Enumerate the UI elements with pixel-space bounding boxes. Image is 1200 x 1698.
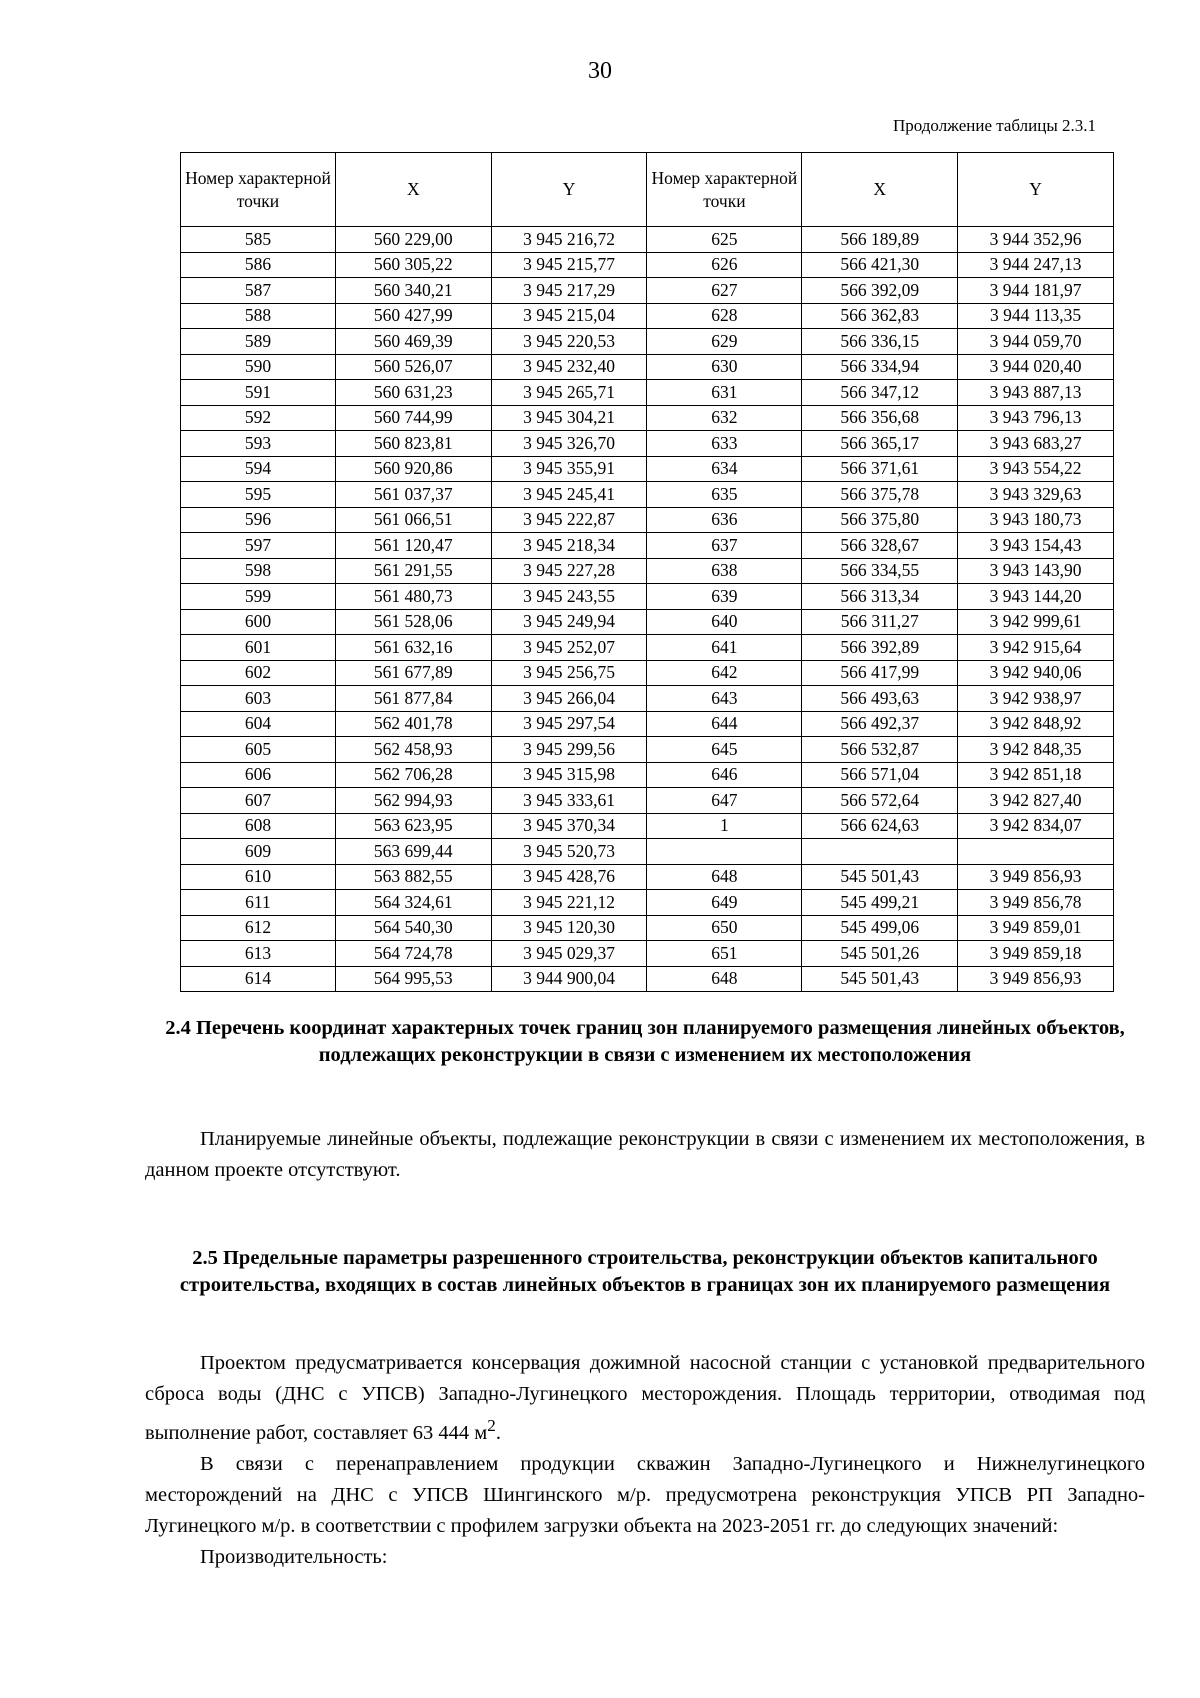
table-cell: 612 [181,915,336,941]
table-cell: 566 624,63 [802,813,958,839]
table-cell: 560 427,99 [335,303,491,329]
table-cell: 651 [647,941,802,967]
table-cell: 639 [647,584,802,610]
table-cell: 566 571,04 [802,762,958,788]
section-2-5-body [145,1348,1145,1573]
table-cell: 3 942 834,07 [958,813,1114,839]
table-cell: 585 [181,227,336,253]
table-cell: 561 528,06 [335,609,491,635]
table-cell: 3 942 851,18 [958,762,1114,788]
table-cell: 593 [181,431,336,457]
table-row [181,507,1114,533]
table-cell: 3 945 220,53 [491,329,647,355]
table-cell: 3 944 020,40 [958,354,1114,380]
table-cell: 3 945 215,04 [491,303,647,329]
table-cell: 636 [647,507,802,533]
table-cell: 3 944 352,96 [958,227,1114,253]
table-cell: 3 943 329,63 [958,482,1114,508]
table-cell: 606 [181,762,336,788]
table-cell: 560 305,22 [335,252,491,278]
table-cell: 3 945 520,73 [491,839,647,865]
table-cell: 594 [181,456,336,482]
table-cell: 566 189,89 [802,227,958,253]
table-row [181,788,1114,814]
table-cell: 566 375,80 [802,507,958,533]
table-cell: 3 943 143,90 [958,558,1114,584]
table-cell: 560 744,99 [335,405,491,431]
table-cell: 3 945 266,04 [491,686,647,712]
table-cell: 3 943 154,43 [958,533,1114,559]
table-cell: 3 945 326,70 [491,431,647,457]
table-cell: 3 944 181,97 [958,278,1114,304]
table-cell: 3 943 144,20 [958,584,1114,610]
table-cell: 562 401,78 [335,711,491,737]
table-cell: 560 469,39 [335,329,491,355]
table-cell: 599 [181,584,336,610]
table-cell: 3 949 856,93 [958,864,1114,890]
section-2-4-heading: 2.4 Перечень координат характерных точек границ зон планируемого размещения линейных объектов, подлежащих реконструкции в связи с изменением их местоположения [165,1017,1125,1066]
table-cell: 3 942 827,40 [958,788,1114,814]
table-cell: 600 [181,609,336,635]
table-cell: 566 347,12 [802,380,958,406]
table-cell: 649 [647,890,802,916]
header-y: Y [491,153,647,227]
table-cell: 630 [647,354,802,380]
table-cell: 586 [181,252,336,278]
table-row [181,839,1114,865]
table-cell: 3 943 796,13 [958,405,1114,431]
table-cell: 607 [181,788,336,814]
table-cell: 637 [647,533,802,559]
table-cell: 611 [181,890,336,916]
table-row [181,966,1114,992]
header-point-number: Номер характерной точки [647,153,802,227]
table-body [181,227,1114,992]
table-cell: 3 945 304,21 [491,405,647,431]
table-cell: 596 [181,507,336,533]
table-cell: 563 623,95 [335,813,491,839]
table-cell: 566 392,09 [802,278,958,304]
table-cell [802,839,958,865]
table-cell: 563 882,55 [335,864,491,890]
table-cell: 560 229,00 [335,227,491,253]
table-cell: 561 480,73 [335,584,491,610]
table-row [181,711,1114,737]
table-caption: Продолжение таблицы 2.3.1 [892,116,1096,135]
table-row [181,431,1114,457]
table-row [181,329,1114,355]
table-cell: 561 877,84 [335,686,491,712]
table-cell: 563 699,44 [335,839,491,865]
table-cell: 608 [181,813,336,839]
table-cell: 560 920,86 [335,456,491,482]
table-cell: 3 949 859,18 [958,941,1114,967]
table-cell: 590 [181,354,336,380]
table-cell: 566 375,78 [802,482,958,508]
table-cell: 3 945 243,55 [491,584,647,610]
table-cell: 566 334,55 [802,558,958,584]
header-x: X [802,153,958,227]
table-cell: 566 532,87 [802,737,958,763]
table-cell: 3 945 315,98 [491,762,647,788]
section-2-4-paragraph: Планируемые линейные объекты, подлежащие реконструкции в связи с изменением их местоположения, в данном проекте отсутствуют. [145,1128,1145,1181]
table-row [181,354,1114,380]
table-cell: 587 [181,278,336,304]
table-cell: 602 [181,660,336,686]
table-cell: 566 365,17 [802,431,958,457]
table-cell: 560 340,21 [335,278,491,304]
paragraph-end: . [495,1421,501,1444]
table-cell: 640 [647,609,802,635]
table-cell: 3 945 333,61 [491,788,647,814]
table-cell: 3 945 217,29 [491,278,647,304]
table-cell: 645 [647,737,802,763]
table-cell: 561 066,51 [335,507,491,533]
table-row [181,762,1114,788]
table-cell: 635 [647,482,802,508]
table-row [181,558,1114,584]
table-cell: 560 631,23 [335,380,491,406]
table-cell: 3 945 256,75 [491,660,647,686]
table-cell: 566 311,27 [802,609,958,635]
table-cell: 3 943 887,13 [958,380,1114,406]
table-cell: 566 572,64 [802,788,958,814]
table-cell: 3 944 113,35 [958,303,1114,329]
table-row [181,864,1114,890]
table-cell: 588 [181,303,336,329]
table-cell: 560 526,07 [335,354,491,380]
table-cell: 564 995,53 [335,966,491,992]
table-cell: 3 944 247,13 [958,252,1114,278]
section-2-5-paragraph-2: В связи с перенаправлением продукции скважин Западно-Лугинецкого и Нижнелугинецкого месторождений на ДНС с УПСВ Шингинского м/р. предусмотрена реконструкция УПСВ РП Западно-Лугинецкого м/р. в соответствии с профилем загрузки объекта на 2023-2051 гг. до следующих значений: [145,1452,1145,1537]
header-y: Y [958,153,1114,227]
table-cell: 3 945 299,56 [491,737,647,763]
table-cell: 3 942 999,61 [958,609,1114,635]
table-cell: 3 942 848,35 [958,737,1114,763]
table-cell: 604 [181,711,336,737]
table-row [181,405,1114,431]
table-cell: 561 037,37 [335,482,491,508]
table-cell: 562 706,28 [335,762,491,788]
table-row [181,915,1114,941]
table-cell: 644 [647,711,802,737]
table-cell: 3 942 940,06 [958,660,1114,686]
table-cell: 3 945 215,77 [491,252,647,278]
table-cell: 1 [647,813,802,839]
table-cell: 561 291,55 [335,558,491,584]
table-cell: 3 945 252,07 [491,635,647,661]
table-cell: 628 [647,303,802,329]
table-row [181,482,1114,508]
table-cell: 650 [647,915,802,941]
table-cell: 3 945 221,12 [491,890,647,916]
table-cell: 545 499,21 [802,890,958,916]
table-row [181,278,1114,304]
section-2-5-paragraph-3: Производительность: [200,1545,388,1568]
table-cell: 3 942 915,64 [958,635,1114,661]
table-cell: 3 943 554,22 [958,456,1114,482]
table-cell: 566 492,37 [802,711,958,737]
table-cell: 643 [647,686,802,712]
table-cell: 3 945 370,34 [491,813,647,839]
table-cell: 566 328,67 [802,533,958,559]
table-cell: 605 [181,737,336,763]
table-cell: 3 949 856,93 [958,966,1114,992]
table-cell: 3 945 227,28 [491,558,647,584]
table-cell: 613 [181,941,336,967]
table-cell: 545 501,43 [802,966,958,992]
table-cell: 3 945 249,94 [491,609,647,635]
table-cell: 642 [647,660,802,686]
table-cell: 3 944 900,04 [491,966,647,992]
table-cell: 632 [647,405,802,431]
table-cell: 3 943 683,27 [958,431,1114,457]
table-cell: 631 [647,380,802,406]
table-cell: 629 [647,329,802,355]
table-cell: 626 [647,252,802,278]
page-number: 30 [588,58,612,84]
table-cell [647,839,802,865]
table-cell: 566 336,15 [802,329,958,355]
table-cell: 566 371,61 [802,456,958,482]
section-2-5-heading: 2.5 Предельные параметры разрешенного строительства, реконструкции объектов капитального строительства, входящих в состав линейных объектов в границах зон их планируемого размещения [179,1247,1111,1296]
table-cell: 3 945 029,37 [491,941,647,967]
table-cell: 634 [647,456,802,482]
table-row [181,303,1114,329]
table-cell: 566 356,68 [802,405,958,431]
table-cell: 545 499,06 [802,915,958,941]
table-cell: 614 [181,966,336,992]
table-cell: 598 [181,558,336,584]
table-cell: 562 994,93 [335,788,491,814]
table-cell [958,839,1114,865]
table-row [181,227,1114,253]
table-row [181,380,1114,406]
table-cell: 627 [647,278,802,304]
table-cell: 566 417,99 [802,660,958,686]
table-cell: 564 724,78 [335,941,491,967]
table-cell: 561 632,16 [335,635,491,661]
table-cell: 648 [647,966,802,992]
header-x: X [335,153,491,227]
table-row [181,609,1114,635]
table-cell: 648 [647,864,802,890]
table-cell: 566 334,94 [802,354,958,380]
table-cell: 601 [181,635,336,661]
table-cell: 603 [181,686,336,712]
table-cell: 566 362,83 [802,303,958,329]
table-cell: 3 942 938,97 [958,686,1114,712]
table-cell: 566 421,30 [802,252,958,278]
table-cell: 3 944 059,70 [958,329,1114,355]
table-cell: 597 [181,533,336,559]
table-cell: 646 [647,762,802,788]
table-cell: 591 [181,380,336,406]
table-cell: 3 949 856,78 [958,890,1114,916]
table-row [181,890,1114,916]
table-row [181,941,1114,967]
section-2-5-paragraph-1 [145,1348,1145,1449]
table-row [181,686,1114,712]
table-cell: 545 501,26 [802,941,958,967]
table-cell: 3 945 120,30 [491,915,647,941]
table-cell: 3 945 428,76 [491,864,647,890]
table-cell: 641 [647,635,802,661]
table-cell: 592 [181,405,336,431]
table-cell: 3 945 232,40 [491,354,647,380]
coordinates-table [180,152,1114,992]
table-cell: 3 945 222,87 [491,507,647,533]
table-row [181,635,1114,661]
table-cell: 595 [181,482,336,508]
table-cell: 3 945 355,91 [491,456,647,482]
table-row [181,252,1114,278]
table-cell: 3 945 265,71 [491,380,647,406]
table-cell: 564 540,30 [335,915,491,941]
table-cell: 566 313,34 [802,584,958,610]
table-row [181,456,1114,482]
table-cell: 609 [181,839,336,865]
table-cell: 589 [181,329,336,355]
section-2-4-body [145,1124,1145,1186]
table-header-row [181,153,1114,227]
table-row [181,533,1114,559]
table-row [181,813,1114,839]
table-row [181,584,1114,610]
table-cell: 566 392,89 [802,635,958,661]
paragraph-text: Проектом предусматривается консервация дожимной насосной станции с установкой предварительного сброса воды (ДНС с УПСВ) Западно-Лугинецкого месторождения. Площадь территории, отводимая под выполнение работ, составляет 63 444 м [145,1352,1145,1444]
table-cell: 3 945 297,54 [491,711,647,737]
table-cell: 561 677,89 [335,660,491,686]
table-cell: 638 [647,558,802,584]
table-cell: 560 823,81 [335,431,491,457]
table-cell: 647 [647,788,802,814]
table-cell: 562 458,93 [335,737,491,763]
table-cell: 3 949 859,01 [958,915,1114,941]
header-point-number: Номер характерной точки [181,153,336,227]
table-cell: 3 945 216,72 [491,227,647,253]
table-cell: 3 942 848,92 [958,711,1114,737]
table-row [181,660,1114,686]
table-cell: 564 324,61 [335,890,491,916]
table-cell: 561 120,47 [335,533,491,559]
superscript: 2 [487,1416,496,1435]
table-row [181,737,1114,763]
table-cell: 610 [181,864,336,890]
table-cell: 3 943 180,73 [958,507,1114,533]
table-cell: 633 [647,431,802,457]
table-cell: 625 [647,227,802,253]
table-cell: 3 945 218,34 [491,533,647,559]
table-cell: 566 493,63 [802,686,958,712]
table-cell: 545 501,43 [802,864,958,890]
table-cell: 3 945 245,41 [491,482,647,508]
